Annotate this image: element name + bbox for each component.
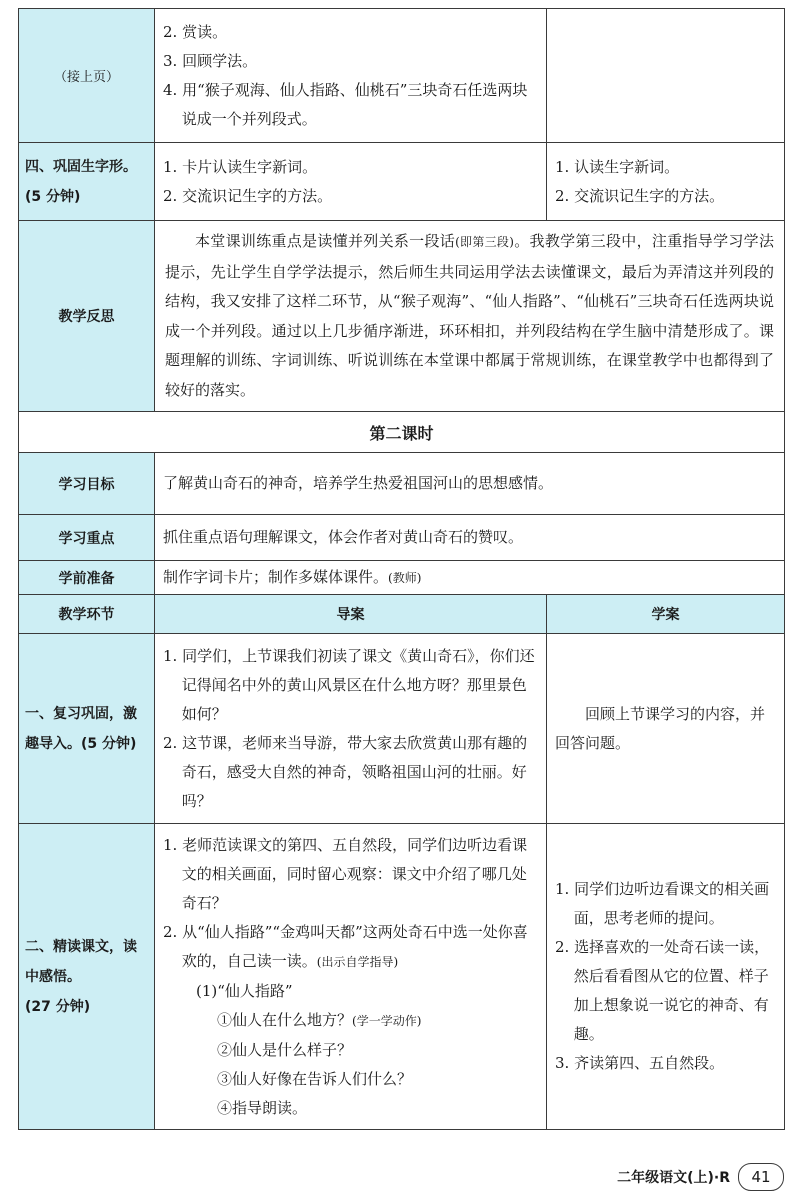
prep-row	[19, 561, 785, 595]
read-time: (27 分钟)	[25, 998, 91, 1015]
reflection-label: 教学反思	[19, 221, 155, 412]
review-row	[19, 634, 785, 824]
review-label-line1: 一、复习巩固，激	[25, 705, 137, 722]
read-question-4: ④指导朗读。	[217, 1098, 308, 1117]
focus-text: 抓住重点语句理解课文，体会作者对黄山奇石的赞叹。	[163, 528, 524, 546]
consolidate-label-cell	[19, 143, 155, 221]
read-sub-title: (1)“仙人指路”	[196, 981, 293, 1000]
read-question-1: ①仙人在什么地方？	[217, 1010, 353, 1029]
continued-guide-cell	[155, 9, 547, 143]
reflection-row	[19, 221, 785, 412]
consolidate-guide-cell	[155, 143, 547, 221]
page-footer	[617, 1159, 784, 1195]
focus-row	[19, 515, 785, 561]
review-guide-item: 1. 同学们，上节课我们初读了课文《黄山奇石》，你们还记得闻名中外的黄山风景区在什么地方呀？那里景色如何？	[163, 646, 535, 723]
consolidate-time: (5 分钟)	[25, 188, 81, 205]
header-row	[19, 595, 785, 634]
reflection-cell	[155, 221, 785, 412]
read-label-line1: 二、精读课文，读	[25, 938, 137, 955]
read-label-cell	[19, 824, 155, 1130]
header-guide: 导案	[155, 595, 547, 634]
goal-row	[19, 453, 785, 515]
read-label-line2: 中感悟。	[25, 968, 81, 985]
review-label-line2: 趣导入。(5 分钟)	[25, 735, 137, 752]
header-study: 学案	[547, 595, 785, 634]
review-label-cell	[19, 634, 155, 824]
read-study-cell	[547, 824, 785, 1130]
page-number: 41	[738, 1163, 784, 1191]
read-guide-item-2: 2. 从“仙人指路”“金鸡叫天都”这两处奇石中选一处你喜欢的，自己读一读。	[163, 922, 528, 970]
read-guide-cell	[155, 824, 547, 1130]
read-guide-item-1: 1. 老师范读课文的第四、五自然段，同学们边听边看课文的相关画面，同时留心观察：课文中介绍了哪几处奇石？	[163, 835, 528, 912]
review-study-text: 回顾上节课学习的内容，并回答问题。	[555, 704, 766, 752]
book-title: 二年级语文(上)·R	[617, 1170, 730, 1186]
read-question-3: ③仙人好像在告诉人们什么？	[217, 1069, 413, 1088]
continued-item: 3. 回顾学法。	[163, 51, 258, 70]
prep-cell	[155, 561, 785, 595]
lesson-plan-table	[18, 8, 785, 1130]
focus-label: 学习重点	[19, 515, 155, 561]
continued-study-cell	[547, 9, 785, 143]
read-question-2: ②仙人是什么样子？	[217, 1040, 353, 1059]
lesson2-title: 第二课时	[19, 412, 785, 453]
read-question-1-note: (学一学动作)	[352, 1013, 422, 1028]
review-guide-cell	[155, 634, 547, 824]
consolidate-row	[19, 143, 785, 221]
consolidate-guide-item: 2. 交流识记生字的方法。	[163, 186, 333, 205]
goal-text: 了解黄山奇石的神奇，培养学生热爱祖国河山的思想感情。	[163, 474, 554, 492]
goal-cell	[155, 453, 785, 515]
reflection-note: (即第三段)	[455, 235, 514, 249]
goal-label: 学习目标	[19, 453, 155, 515]
reflection-text-2: 。我教学第三段中，注重指导学习学法提示，先让学生自学学法提示，然后师生共同运用学法去读懂课文，最后为弄清这并列段的结构，我又安排了这样二环节，从“猴子观海”、“仙人指路”、“仙桃石”三块奇石任选两块说成一个并列段。通过以上几步循序渐进，环环相扣，并列段结构在学生脑中清楚形成了。课题理解的训练、字词训练、听说训练在本堂课中都属于常规训练，在课堂教学中也都得到了较好的落实。	[165, 232, 775, 399]
lesson2-title-row	[19, 412, 785, 453]
read-study-item: 3. 齐读第四、五自然段。	[555, 1054, 725, 1072]
consolidate-study-item: 1. 认读生字新词。	[555, 157, 680, 176]
review-study-cell	[547, 634, 785, 824]
read-row	[19, 824, 785, 1130]
consolidate-guide-item: 1. 卡片认读生字新词。	[163, 157, 318, 176]
continued-row	[19, 9, 785, 143]
review-guide-item: 2. 这节课，老师来当导游，带大家去欣赏黄山那有趣的奇石，感受大自然的神奇，领略祖国山河的壮丽。好吗？	[163, 733, 528, 810]
reflection-text-1: 本堂课训练重点是读懂并列关系一段话	[195, 232, 456, 250]
continued-label: （接上页）	[19, 9, 155, 143]
read-guide-note: (出示自学指导)	[316, 954, 399, 969]
consolidate-study-item: 2. 交流识记生字的方法。	[555, 186, 725, 205]
continued-item: 4. 用“猴子观海、仙人指路、仙桃石”三块奇石任选两块说成一个并列段式。	[163, 80, 528, 128]
header-stage: 教学环节	[19, 595, 155, 634]
consolidate-label: 四、巩固生字形。	[25, 158, 137, 175]
prep-note: (教师)	[388, 570, 422, 585]
focus-cell	[155, 515, 785, 561]
consolidate-study-cell	[547, 143, 785, 221]
prep-text: 制作字词卡片；制作多媒体课件。	[163, 567, 389, 586]
read-study-item: 2. 选择喜欢的一处奇石读一读，然后看看图从它的位置、样子加上想象说一说它的神奇、有趣。	[555, 938, 770, 1043]
continued-item: 2. 赏读。	[163, 22, 228, 41]
prep-label: 学前准备	[19, 561, 155, 595]
read-study-item: 1. 同学们边听边看课文的相关画面，思考老师的提问。	[555, 880, 770, 927]
